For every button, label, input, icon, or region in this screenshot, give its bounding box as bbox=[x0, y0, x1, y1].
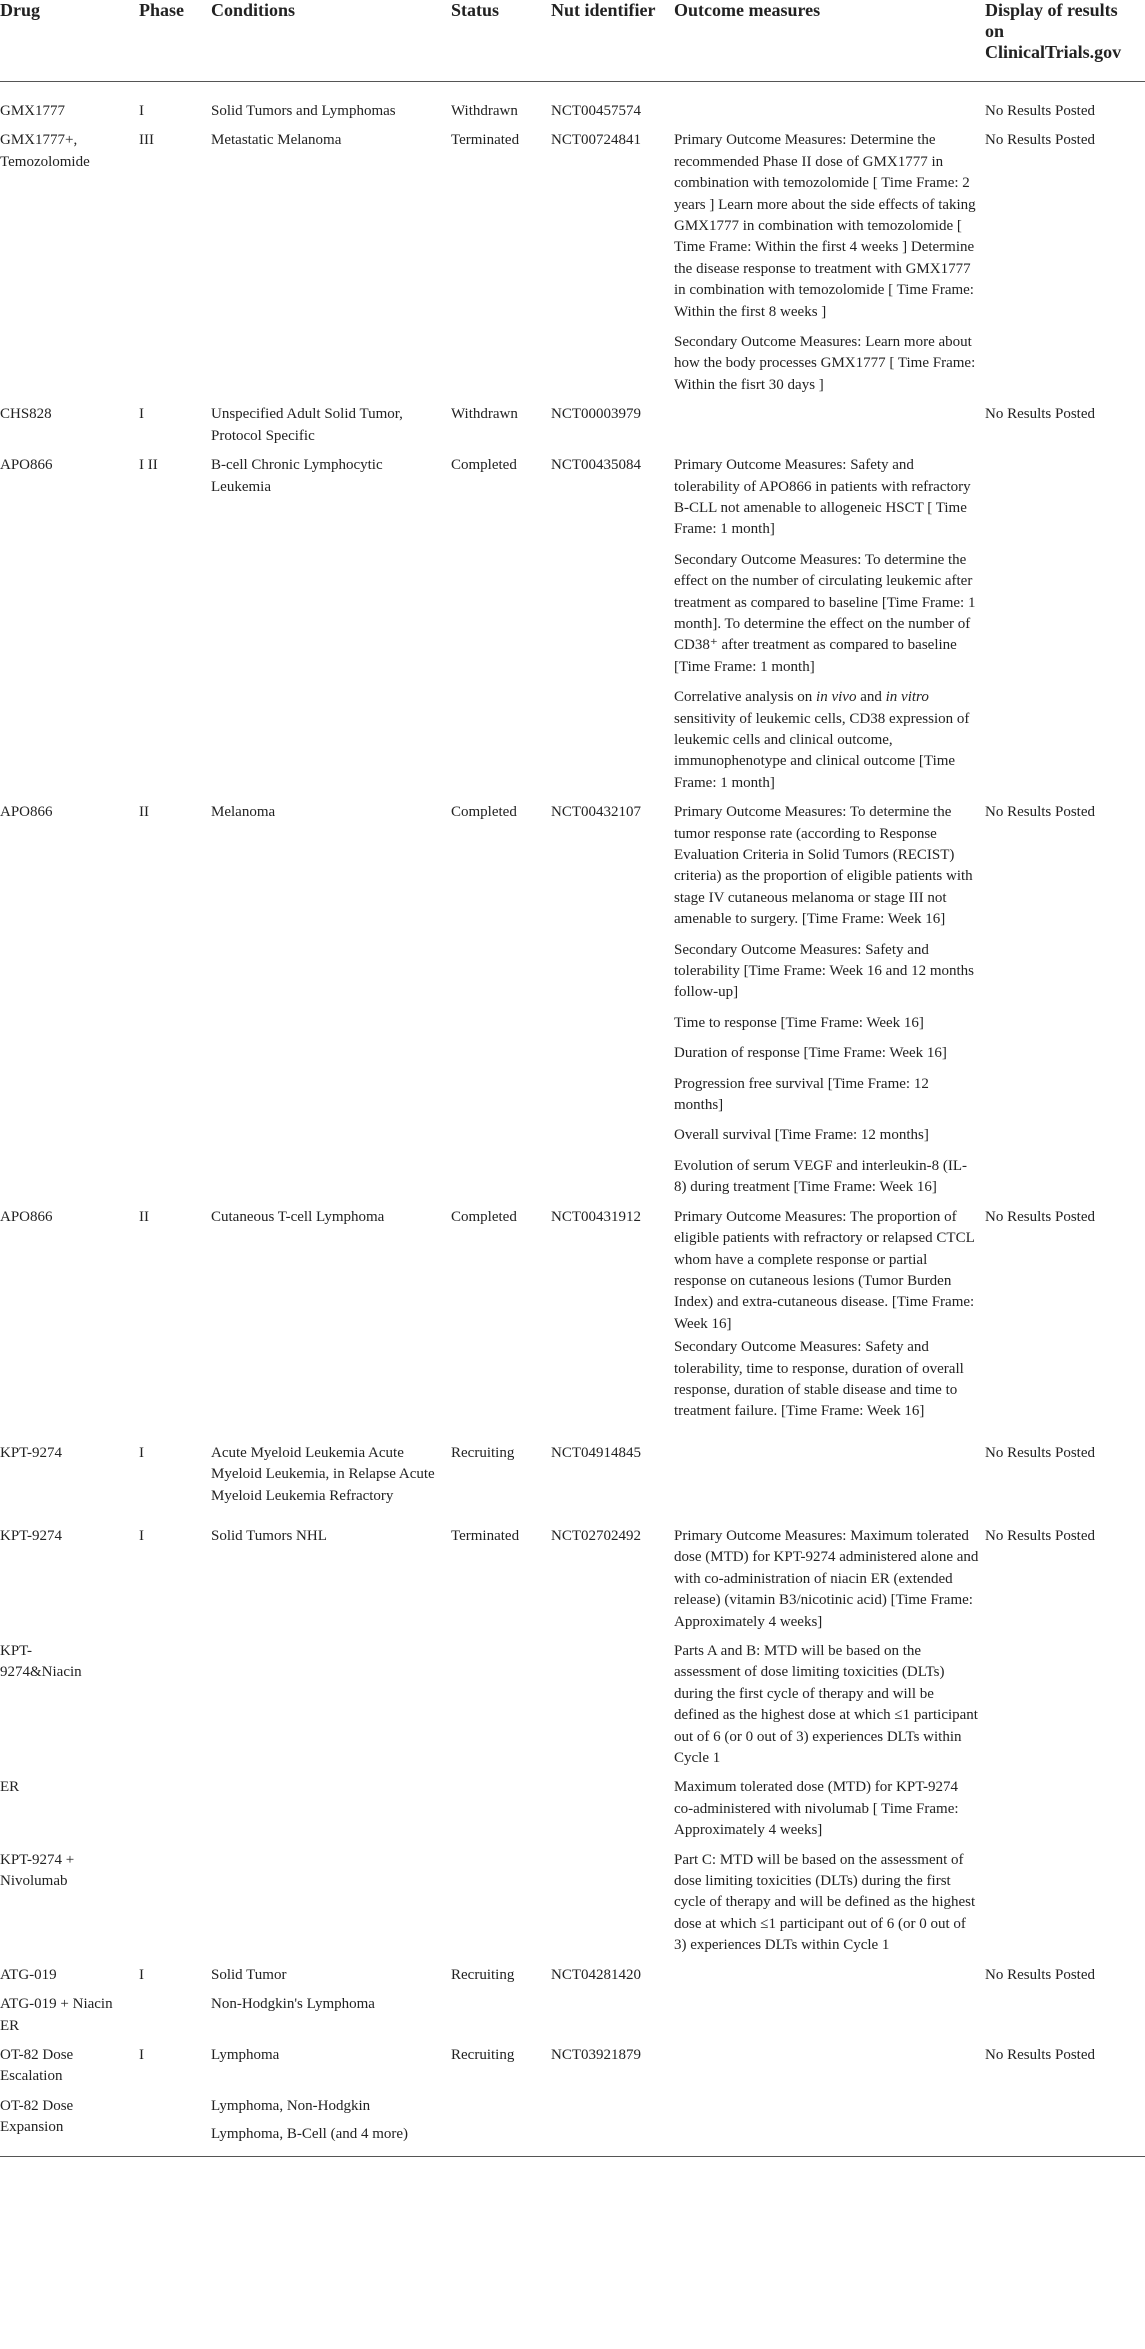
condition-line: Lymphoma, Non-Hodgkin bbox=[211, 2097, 371, 2114]
cell-drug: KPT-9274 + Nivolumab bbox=[0, 1851, 75, 1890]
cell-drug: KPT-9274 bbox=[0, 1444, 62, 1461]
outcome-paragraph: Secondary Outcome Measures: To determine the effect on the number of circulating leukemic after treatment as compared to baseline [Time Frame: 1 month]. To determine the effect on the number of CD38⁺ after treatment as compared to baseline [Time Frame: 1 month] bbox=[674, 551, 976, 675]
cell-drug: APO866 bbox=[0, 457, 53, 474]
cell-display-results bbox=[985, 1842, 1145, 1957]
outcome-paragraph: Secondary Outcome Measures: Learn more about how the body processes GMX1777 [ Time Frame: Within the fisrt 30 days ] bbox=[674, 334, 976, 393]
cell-status: Recruiting bbox=[451, 2046, 515, 2063]
cell-phase: I bbox=[139, 1966, 144, 1983]
cell-display-results: No Results Posted bbox=[985, 1527, 1096, 1544]
cell-conditions: Solid Tumors NHL bbox=[211, 1527, 327, 1544]
cell-status: Recruiting bbox=[451, 1966, 515, 1983]
cell-phase bbox=[139, 2088, 211, 2156]
outcome-paragraph: Primary Outcome Measures: Determine the recommended Phase II dose of GMX1777 in combination with temozolomide [ Time Frame: 2 years ] Learn more about the side effects of taking GMX1777 in combination with temozolomide [ Time Frame: Within the first 4 weeks ] Determine the disease response to treatment with GMX1777 in combination with temozolomide [ Time Frame: Within the first 8 weeks ] bbox=[674, 132, 976, 320]
cell-nut-identifier: NCT00457574 bbox=[551, 103, 641, 119]
cell-drug: CHS828 bbox=[0, 406, 52, 423]
cell-conditions: Solid Tumor bbox=[211, 1966, 287, 1983]
cell-outcome-measures bbox=[674, 396, 985, 447]
cell-phase bbox=[139, 1633, 211, 1769]
cell-phase: II bbox=[139, 1208, 149, 1225]
table-row bbox=[0, 122, 1145, 396]
cell-nut-identifier: NCT00432107 bbox=[551, 804, 641, 821]
cell-drug: ATG-019 + Niacin ER bbox=[0, 1996, 113, 2034]
cell-drug: KPT-9274 bbox=[0, 1527, 62, 1544]
cell-phase: I bbox=[139, 406, 144, 423]
cell-phase: III bbox=[139, 132, 154, 149]
header-display-results: Display of results on ClinicalTrials.gov bbox=[985, 0, 1145, 82]
outcome-paragraph: Primary Outcome Measures: Safety and tolerability of APO866 in patients with refractory B-CLL not amenable to allogeneic HSCT [ Time Frame: 1 month] bbox=[674, 457, 971, 538]
cell-status: Completed bbox=[451, 457, 517, 474]
cell-nut-identifier: NCT04914845 bbox=[551, 1444, 641, 1461]
condition-line: Lymphoma, B-Cell (and 4 more) bbox=[211, 2126, 409, 2143]
table-row bbox=[0, 82, 1145, 123]
cell-nut-identifier bbox=[551, 1769, 674, 1841]
outcome-paragraph: Primary Outcome Measures: The proportion of eligible patients with refractory or relapsed CTCL whom have a complete response or partial response on cutaneous lesions (Tumor Burden Index) and extra-cutaneous disease. [Time Frame: Week 16] bbox=[674, 1208, 975, 1332]
outcome-paragraph-correlative bbox=[674, 687, 979, 794]
cell-outcome-measures bbox=[674, 1633, 985, 1769]
cell-outcome-measures bbox=[674, 1986, 985, 2037]
cell-status bbox=[451, 2088, 551, 2156]
cell-drug: APO866 bbox=[0, 1208, 53, 1225]
outcome-paragraph: Primary Outcome Measures: To determine the tumor response rate (according to Response Evaluation Criteria in Solid Tumors (RECIST) criteria) as the proportion of eligible patients with stage IV cutaneous melanoma or stage III not amenable to surgery. [Time Frame: Week 16] bbox=[674, 804, 973, 928]
cell-display-results: No Results Posted bbox=[985, 1444, 1096, 1461]
table-row bbox=[0, 396, 1145, 447]
cell-outcome-measures bbox=[674, 1769, 985, 1841]
table-row bbox=[0, 2088, 1145, 2156]
cell-status bbox=[451, 1842, 551, 1957]
cell-nut-identifier: NCT00435084 bbox=[551, 457, 641, 474]
cell-nut-identifier: NCT00724841 bbox=[551, 132, 641, 149]
table-row bbox=[0, 1957, 1145, 1986]
cell-drug: ATG-019 bbox=[0, 1966, 57, 1983]
cell-outcome-measures bbox=[674, 447, 985, 794]
table-row bbox=[0, 1769, 1145, 1841]
cell-display-results bbox=[985, 2088, 1145, 2156]
cell-drug: OT-82 Dose Escalation bbox=[0, 2046, 74, 2085]
outcome-paragraph: Parts A and B: MTD will be based on the assessment of dose limiting toxicities (DLTs) during the first cycle of therapy and will be defined as the highest dose at which ≤1 participant out of 6 (or 0 out of 3) experiences DLTs within Cycle 1 bbox=[674, 1643, 978, 1767]
cell-display-results bbox=[985, 1986, 1145, 2037]
table-row bbox=[0, 1633, 1145, 1769]
outcome-paragraph: Primary Outcome Measures: Maximum tolerated dose (MTD) for KPT-9274 administered alone and with co-administration of niacin ER (extended release) (vitamin B3/nicotinic acid) [Time Frame: Approximately 4 weeks] bbox=[674, 1527, 979, 1630]
cell-conditions bbox=[211, 1842, 451, 1957]
outcome-paragraph: Part C: MTD will be based on the assessment of dose limiting toxicities (DLTs) during the first cycle of therapy and will be defined as the highest dose at which ≤1 participant out of 6 (or 0 out of 3) experiences DLTs within Cycle 1 bbox=[674, 1851, 976, 1954]
header-outcome-measures: Outcome measures bbox=[674, 0, 985, 82]
cell-display-results: No Results Posted bbox=[985, 132, 1096, 149]
cell-drug: ER bbox=[0, 1779, 20, 1796]
cell-phase: II bbox=[139, 804, 149, 821]
cell-phase: I bbox=[139, 2046, 144, 2063]
header-status: Status bbox=[451, 0, 551, 82]
outcome-paragraph: Duration of response [Time Frame: Week 16] bbox=[674, 1045, 947, 1062]
cell-display-results: No Results Posted bbox=[985, 2046, 1096, 2063]
outcome-paragraph: Maximum tolerated dose (MTD) for KPT-9274 co-administered with nivolumab [ Time Frame: Approximately 4 weeks] bbox=[674, 1779, 959, 1839]
cell-conditions: Lymphoma bbox=[211, 2046, 280, 2063]
cell-status bbox=[451, 1633, 551, 1769]
cell-conditions: B-cell Chronic Lymphocytic Leukemia bbox=[211, 457, 383, 495]
outcome-paragraph: Progression free survival [Time Frame: 12 months] bbox=[674, 1075, 929, 1114]
cell-status: Recruiting bbox=[451, 1444, 515, 1461]
outcome-paragraph: Evolution of serum VEGF and interleukin-8 (IL-8) during treatment [Time Frame: Week 16] bbox=[674, 1157, 967, 1196]
cell-drug: GMX1777 bbox=[0, 103, 66, 119]
cell-nut-identifier: NCT00431912 bbox=[551, 1208, 641, 1225]
header-row bbox=[0, 0, 1145, 82]
cell-status: Completed bbox=[451, 1208, 517, 1225]
cell-nut-identifier: NCT04281420 bbox=[551, 1966, 641, 1983]
cell-nut-identifier bbox=[551, 1986, 674, 2037]
cell-conditions: Non-Hodgkin's Lymphoma bbox=[211, 1996, 375, 2013]
outcome-paragraph: Overall survival [Time Frame: 12 months] bbox=[674, 1127, 929, 1144]
cell-phase: I bbox=[139, 103, 144, 119]
cell-status: Withdrawn bbox=[451, 406, 518, 423]
cell-conditions: Metastatic Melanoma bbox=[211, 132, 342, 149]
cell-display-results: No Results Posted bbox=[985, 1966, 1096, 1983]
cell-display-results bbox=[985, 1769, 1145, 1841]
cell-outcome-measures bbox=[674, 1423, 985, 1507]
outcome-italic-in-vivo: in vivo bbox=[816, 689, 857, 706]
table-row bbox=[0, 1986, 1145, 2037]
table-row bbox=[0, 2037, 1145, 2088]
table-row bbox=[0, 1199, 1145, 1423]
cell-status: Terminated bbox=[451, 132, 520, 149]
cell-phase: I bbox=[139, 1527, 144, 1544]
cell-phase bbox=[139, 1769, 211, 1841]
cell-outcome-measures bbox=[674, 122, 985, 396]
outcome-paragraph: Secondary Outcome Measures: Safety and tolerability, time to response, duration of overall response, duration of stable disease and time to treatment failure. [Time Frame: Week 16] bbox=[674, 1339, 964, 1420]
cell-outcome-measures bbox=[674, 1199, 985, 1423]
cell-phase: I II bbox=[139, 457, 158, 474]
cell-outcome-measures bbox=[674, 794, 985, 1199]
cell-outcome-measures bbox=[674, 2088, 985, 2156]
cell-status: Terminated bbox=[451, 1527, 520, 1544]
header-nut-identifier: Nut identifier bbox=[551, 0, 674, 82]
cell-display-results: No Results Posted bbox=[985, 406, 1096, 423]
cell-conditions: Cutaneous T-cell Lymphoma bbox=[211, 1208, 385, 1225]
outcome-italic-in-vitro: in vitro bbox=[885, 689, 929, 706]
cell-conditions: Acute Myeloid Leukemia Acute Myeloid Leukemia, in Relapse Acute Myeloid Leukemia Refractory bbox=[211, 1444, 435, 1504]
cell-display-results bbox=[985, 447, 1145, 794]
outcome-text: and bbox=[856, 689, 886, 706]
table-row bbox=[0, 1507, 1145, 1633]
cell-nut-identifier bbox=[551, 1842, 674, 1957]
cell-display-results bbox=[985, 1633, 1145, 1769]
cell-conditions bbox=[211, 2088, 451, 2156]
header-conditions: Conditions bbox=[211, 0, 451, 82]
cell-phase: I bbox=[139, 1444, 144, 1461]
outcome-paragraph: Secondary Outcome Measures: Safety and tolerability [Time Frame: Week 16 and 12 months follow-up] bbox=[674, 941, 975, 1001]
cell-phase bbox=[139, 1842, 211, 1957]
cell-status bbox=[451, 1769, 551, 1841]
cell-outcome-measures bbox=[674, 1507, 985, 1633]
cell-nut-identifier bbox=[551, 2088, 674, 2156]
cell-outcome-measures bbox=[674, 1957, 985, 1986]
table-row bbox=[0, 447, 1145, 794]
cell-display-results: No Results Posted bbox=[985, 103, 1096, 119]
cell-status: Withdrawn bbox=[451, 103, 518, 119]
cell-outcome-measures bbox=[674, 2037, 985, 2088]
cell-display-results: No Results Posted bbox=[985, 804, 1096, 821]
cell-drug: KPT-9274&Niacin bbox=[0, 1643, 82, 1681]
cell-conditions: Unspecified Adult Solid Tumor, Protocol Specific bbox=[211, 406, 403, 444]
cell-status bbox=[451, 1986, 551, 2037]
header-phase: Phase bbox=[139, 0, 211, 82]
cell-drug: GMX1777+, Temozolomide bbox=[0, 132, 90, 170]
table-row bbox=[0, 1842, 1145, 1957]
table-row bbox=[0, 1423, 1145, 1507]
cell-phase bbox=[139, 1986, 211, 2037]
table-row bbox=[0, 794, 1145, 1199]
cell-nut-identifier: NCT00003979 bbox=[551, 406, 641, 423]
cell-nut-identifier: NCT03921879 bbox=[551, 2046, 641, 2063]
outcome-text: Correlative analysis on bbox=[674, 689, 817, 706]
cell-conditions bbox=[211, 1633, 451, 1769]
cell-outcome-measures bbox=[674, 1842, 985, 1957]
cell-nut-identifier bbox=[551, 1633, 674, 1769]
cell-nut-identifier: NCT02702492 bbox=[551, 1527, 641, 1544]
cell-status: Completed bbox=[451, 804, 517, 821]
cell-conditions: Solid Tumors and Lymphomas bbox=[211, 103, 396, 119]
cell-drug: OT-82 Dose Expansion bbox=[0, 2088, 139, 2156]
cell-conditions bbox=[211, 1769, 451, 1841]
cell-display-results: No Results Posted bbox=[985, 1208, 1096, 1225]
outcome-paragraph: Time to response [Time Frame: Week 16] bbox=[674, 1014, 924, 1031]
header-drug: Drug bbox=[0, 0, 139, 82]
cell-drug: APO866 bbox=[0, 804, 53, 821]
cell-outcome-measures bbox=[674, 82, 985, 123]
outcome-text: sensitivity of leukemic cells, CD38 expression of leukemic cells and clinical outcome, immunophenotype and clinical outcome [Time Frame: 1 month] bbox=[674, 710, 970, 791]
cell-conditions: Melanoma bbox=[211, 804, 276, 821]
